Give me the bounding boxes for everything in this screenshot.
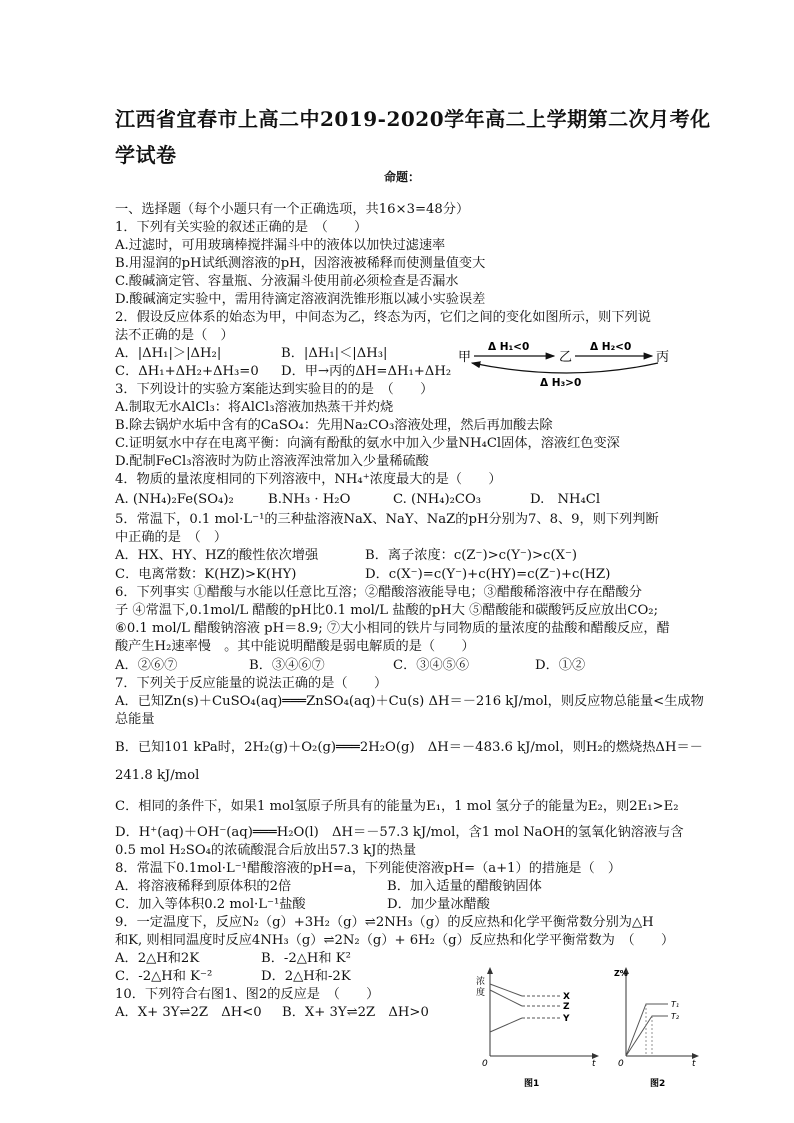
q7-option-c: C．相同的条件下，如果1 mol氢原子所具有的能量为E₁，1 mol 氢分子的能量为E₂，则2E₁>E₂ (115, 799, 679, 814)
q7-option-b-cont: 241.8 kJ/mol (115, 768, 200, 783)
q8-option-a: A．将溶液稀释到原体积的2倍 (115, 879, 292, 894)
q2-stem: 2．假设反应体系的始态为甲，中间态为乙，终态为丙，它们之间的变化如图所示，则下列说 (115, 310, 651, 325)
fig1-series-z: Z (563, 1002, 570, 1012)
label-h1: Δ H₁<0 (488, 341, 530, 353)
q7-stem: 7．下列关于反应能量的说法正确的是（ ） (115, 676, 388, 691)
q7-option-d-cont: 0.5 mol H₂SO₄的浓硫酸混合后放出57.3 kJ的热量 (115, 843, 417, 858)
fig2-caption: 图2 (650, 1079, 666, 1089)
q1-option-c: C.酸碱滴定管、容量瓶、分液漏斗使用前必须检查是否漏水 (115, 274, 459, 289)
q8-option-d: D．加少量冰醋酸 (387, 897, 490, 912)
q9-option-b: B．-2△H和 K² (261, 951, 351, 966)
fig1-ylabel-2: 度 (476, 988, 486, 998)
state-yi: 乙 (559, 350, 573, 365)
fig1-curve-y (490, 1018, 522, 1032)
q4-option-b: B.NH₃ · H₂O (268, 492, 351, 507)
q8-option-b: B．加入适量的醋酸钠固体 (387, 879, 542, 894)
figure-1 (472, 962, 602, 1092)
q1-option-d: D.酸碱滴定实验中，需用待滴定溶液润洗锥形瓶以减小实验误差 (115, 292, 486, 307)
q6-option-a: A．②⑥⑦ (115, 658, 178, 673)
fig1-curve-x (490, 984, 522, 996)
q9-option-d: D．2△H和-2K (261, 969, 351, 984)
page-title-cont: 学试卷 (115, 143, 177, 167)
fig2-origin: 0 (618, 1059, 624, 1069)
fig2-series-t2: T₂ (671, 1012, 680, 1021)
q4-option-a: A. (NH₄)₂Fe(SO₄)₂ (115, 492, 234, 507)
q1-option-a: A.过滤时，可用玻璃棒搅拌漏斗中的液体以加快过滤速率 (115, 238, 446, 253)
fig1-ylabel-1: 浓 (476, 977, 486, 987)
page-title: 江西省宜春市上高二中2019-2020学年高二上学期第二次月考化 (115, 107, 711, 131)
q6-option-d: D．①② (535, 658, 586, 673)
q6-line4: 酸产生H₂速率慢 。其中能说明醋酸是弱电解质的是（ ） (115, 639, 475, 654)
state-bing: 丙 (656, 350, 670, 365)
state-jia: 甲 (458, 350, 472, 365)
q4-option-c: C. (NH₄)₂CO₃ (393, 492, 482, 507)
q3-option-d: D.配制FeCl₃溶液时为防止溶液浑浊常加入少量稀硫酸 (115, 454, 429, 469)
q3-stem: 3．下列设计的实验方案能达到实验目的的是 （ ） (115, 382, 434, 397)
q1-option-b: B.用湿润的pH试纸测溶液的pH，因溶液被稀释而使测量值变大 (115, 256, 486, 271)
q5-stem-cont: 中正确的是 （ ） (115, 530, 228, 545)
fig1-series-y: Y (563, 1014, 570, 1024)
section-heading: 一、选择题（每个小题只有一个正确选项，共16×3=48分） (115, 202, 470, 217)
label-h3: Δ H₃>0 (540, 377, 582, 388)
q10-option-b: B．X+ 3Y⇌2Z ΔH>0 (282, 1005, 429, 1020)
q1-stem: 1．下列有关实验的叙述正确的是 （ ） (115, 220, 368, 235)
q2-stem-cont: 法不正确的是（ ） (115, 328, 234, 343)
q2-option-c: C．ΔH₁+ΔH₂+ΔH₃=0 (115, 364, 259, 379)
q2-option-d: D．甲→丙的ΔH=ΔH₁+ΔH₂ (281, 364, 452, 379)
fig2-curve-t1 (626, 1004, 668, 1056)
q6-line2: 子 ④常温下,0.1mol/L 醋酸的pH比0.1 mol/L 盐酸的pH大 ⑤醋酸能和碳酸钙反应放出CO₂; (115, 603, 659, 618)
q3-option-b: B.除去锅炉水垢中含有的CaSO₄：先用Na₂CO₃溶液处理，然后再加酸去除 (115, 418, 553, 433)
fig1-series-x: X (563, 992, 570, 1002)
label-h2: Δ H₂<0 (590, 341, 632, 353)
figure-2 (612, 962, 702, 1092)
q10-stem: 10．下列符合右图1、图2的反应是 （ ） (115, 987, 380, 1002)
q5-option-c: C．电离常数：K(HZ)>K(HY) (115, 567, 297, 582)
q3-option-c: C.证明氨水中存在电离平衡：向滴有酚酞的氨水中加入少量NH₄Cl固体，溶液红色变深 (115, 436, 620, 451)
q8-option-c: C．加入等体积0.2 mol·L⁻¹盐酸 (115, 897, 306, 912)
author-label: 命题： (384, 170, 421, 184)
q10-option-a: A．X+ 3Y⇌2Z ΔH<0 (115, 1005, 262, 1020)
fig1-curve-z (490, 990, 522, 1006)
fig1-origin: 0 (482, 1059, 488, 1069)
fig2-curve-t2 (626, 1016, 668, 1056)
q6-option-b: B．③④⑥⑦ (249, 658, 325, 673)
q5-option-b: B．离子浓度：c(Z⁻)>c(Y⁻)>c(X⁻) (365, 548, 578, 563)
q7-option-a: A．已知Zn(s)＋CuSO₄(aq)═══ZnSO₄(aq)＋Cu(s) ΔH＝－216 kJ/mol，则反应物总能量<生成物 (115, 694, 704, 709)
q8-stem: 8．常温下0.1mol·L⁻¹醋酸溶液的pH=a，下列能使溶液pH=（a+1）的措施是（ ） (115, 861, 622, 876)
q9-line1: 9．一定温度下，反应N₂（g）+3H₂（g）⇌2NH₃（g）的反应热和化学平衡常数分别为△H (115, 915, 654, 930)
q4-stem: 4．物质的量浓度相同的下列溶液中，NH₄⁺浓度最大的是（ ） (115, 472, 502, 487)
q5-option-d: D．c(X⁻)=c(Y⁻)+c(HY)=c(Z⁻)+c(HZ) (365, 567, 611, 582)
q9-line2: 和K, 则相同温度时反应4NH₃（g）⇌2N₂（g）+ 6H₂（g）反应热和化学平衡常数为 （ ） (115, 933, 675, 948)
q7-option-a-cont: 总能量 (115, 712, 155, 727)
q5-option-a: A．HX、HY、HZ的酸性依次增强 (115, 548, 319, 563)
q2-option-b: B．|ΔH₁|＜|ΔH₃| (281, 346, 388, 361)
q6-line1: 6．下列事实 ①醋酸与水能以任意比互溶；②醋酸溶液能导电；③醋酸稀溶液中存在醋酸分 (115, 585, 642, 600)
q7-option-b: B．已知101 kPa时，2H₂(g)＋O₂(g)═══2H₂O(g) ΔH＝－483.6 kJ/mol，则H₂的燃烧热ΔH＝－ (115, 740, 703, 755)
fig1-xlabel: t (592, 1059, 596, 1069)
q2-option-a: A．|ΔH₁|＞|ΔH₂| (115, 346, 222, 361)
q4-option-d: D. NH₄Cl (530, 492, 601, 507)
fig2-ylabel: Z% (614, 969, 628, 978)
q7-option-d: D．H⁺(aq)＋OH⁻(aq)═══H₂O(l) ΔH＝－57.3 kJ/mol，含1 mol NaOH的氢氧化钠溶液与含 (115, 825, 684, 840)
q6-option-c: C．③④⑤⑥ (393, 658, 470, 673)
fig2-series-t1: T₁ (671, 1000, 680, 1009)
q5-stem: 5．常温下，0.1 mol·L⁻¹的三种盐溶液NaX、NaY、NaZ的pH分别为7、8、9，则下列判断 (115, 512, 659, 527)
fig1-caption: 图1 (524, 1079, 540, 1089)
q3-option-a: A.制取无水AlCl₃：将AlCl₃溶液加热蒸干并灼烧 (115, 400, 394, 415)
fig2-xlabel: t (692, 1059, 696, 1069)
enthalpy-cycle-diagram (458, 333, 683, 388)
q9-option-c: C．-2△H和 K⁻² (115, 969, 213, 984)
q6-line3: ⑥0.1 mol/L 醋酸钠溶液 pH＝8.9; ⑦大小相同的铁片与同物质的量浓度的盐酸和醋酸反应，醋 (115, 621, 670, 636)
q9-option-a: A．2△H和2K (115, 951, 200, 966)
